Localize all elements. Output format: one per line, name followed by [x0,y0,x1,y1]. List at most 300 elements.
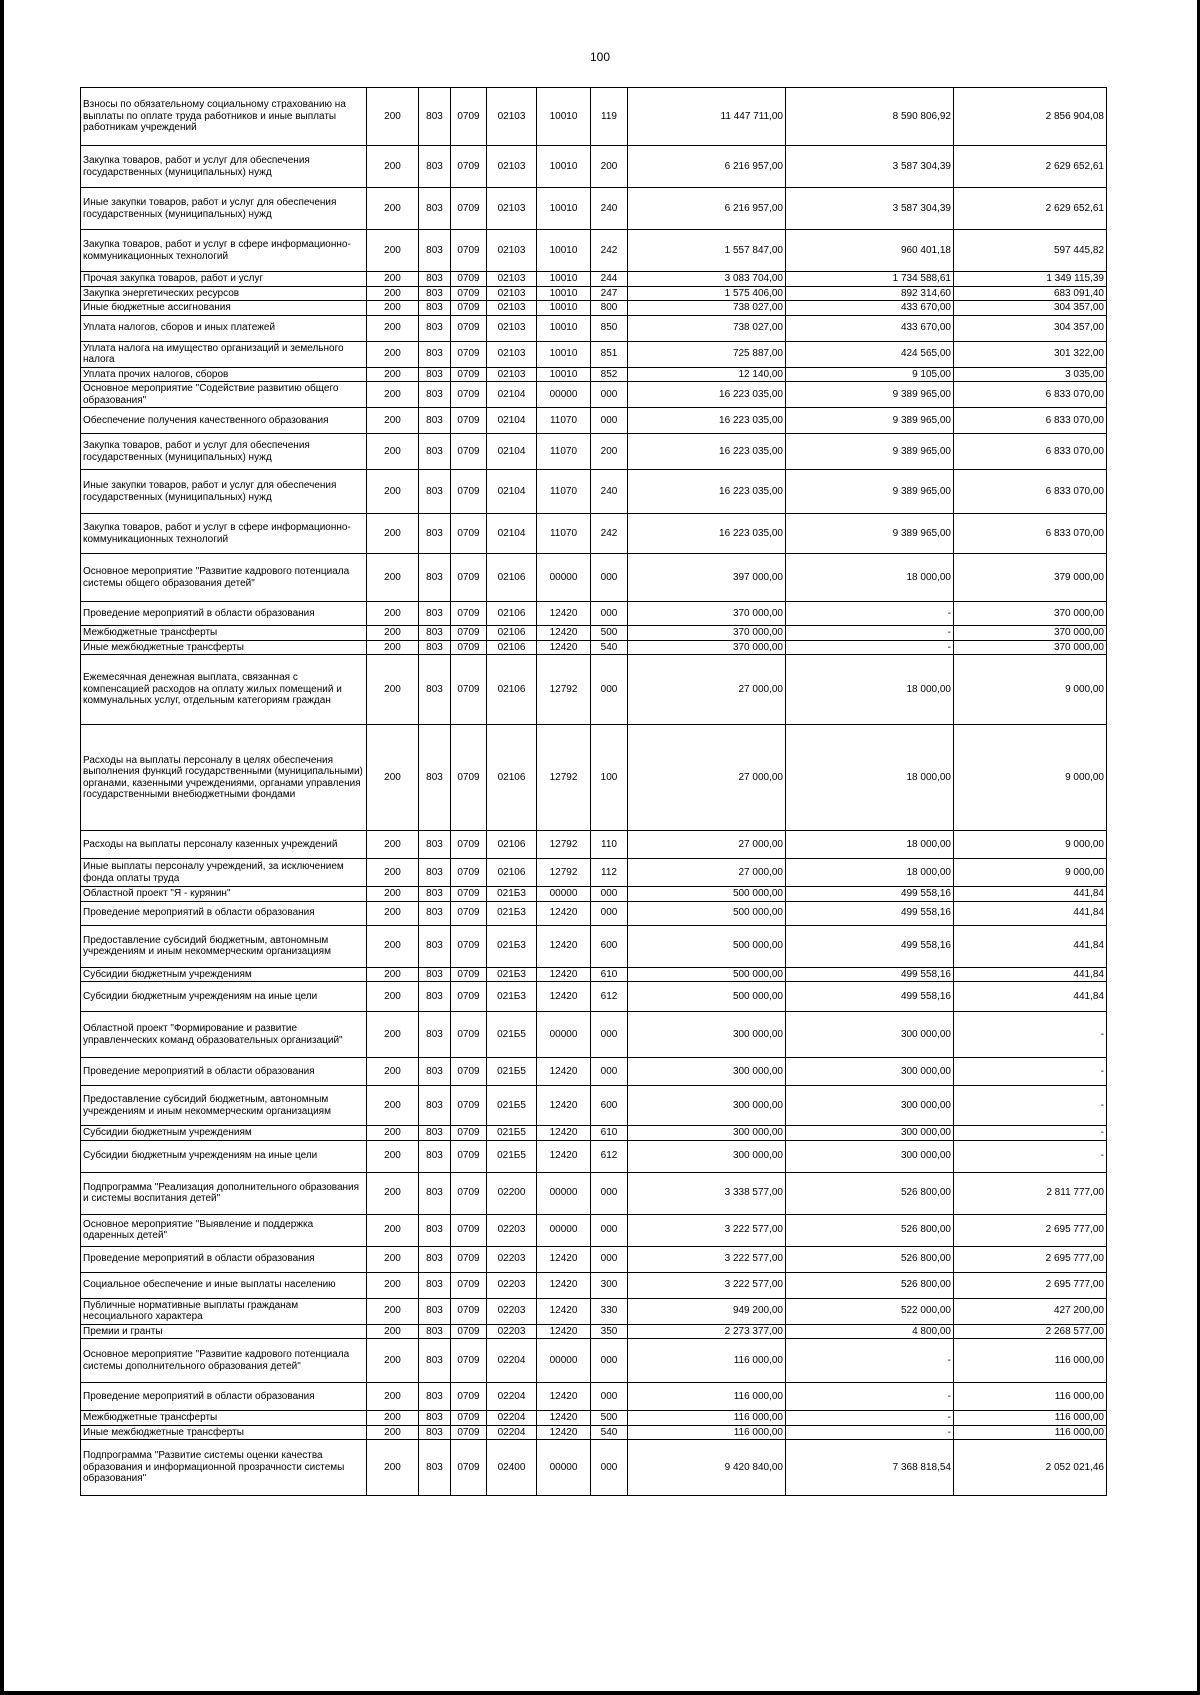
code-expense-type: 000 [591,1058,628,1086]
code-program: 021Б3 [487,925,537,967]
row-name: Уплата налогов, сборов и иных платежей [81,315,367,341]
code-direction: 12420 [537,1411,591,1426]
row-name: Проведение мероприятий в области образования [81,1246,367,1272]
code-ved: 803 [419,901,451,925]
code-ved: 803 [419,1339,451,1383]
row-name: Субсидии бюджетным учреждениям на иные цели [81,1140,367,1172]
code-expense-type: 242 [591,230,628,272]
code-program: 021Б3 [487,901,537,925]
amount-remaining: 6 833 070,00 [954,408,1107,434]
amount-remaining: 6 833 070,00 [954,434,1107,470]
code-expense-type: 600 [591,1086,628,1126]
code-direction: 12792 [537,859,591,887]
code-glava: 200 [367,1126,419,1141]
amount-planned: 16 223 035,00 [628,470,786,514]
amount-remaining: 2 811 777,00 [954,1172,1107,1214]
amount-remaining: 370 000,00 [954,602,1107,626]
code-section: 0709 [451,341,487,367]
amount-executed: 499 558,16 [786,901,954,925]
code-program: 021Б5 [487,1086,537,1126]
code-section: 0709 [451,382,487,408]
row-name: Областной проект "Формирование и развитие управленческих команд образовательных организаций" [81,1012,367,1058]
code-direction: 12420 [537,925,591,967]
table-row [81,655,1107,725]
table-row [81,982,1107,1012]
code-program: 02203 [487,1298,537,1324]
code-ved: 803 [419,88,451,146]
table-row [81,1140,1107,1172]
amount-executed: - [786,1425,954,1440]
code-section: 0709 [451,301,487,316]
code-direction: 12420 [537,602,591,626]
amount-remaining: 6 833 070,00 [954,514,1107,554]
amount-executed: 8 590 806,92 [786,88,954,146]
amount-remaining: - [954,1086,1107,1126]
amount-executed: 9 105,00 [786,367,954,382]
code-program: 02106 [487,725,537,831]
code-glava: 200 [367,725,419,831]
amount-remaining: - [954,1126,1107,1141]
code-expense-type: 000 [591,1214,628,1246]
amount-remaining: 427 200,00 [954,1298,1107,1324]
code-ved: 803 [419,859,451,887]
code-direction: 10010 [537,301,591,316]
code-ved: 803 [419,1140,451,1172]
amount-executed: 499 558,16 [786,887,954,902]
amount-planned: 370 000,00 [628,640,786,655]
code-program: 02106 [487,831,537,859]
amount-executed: 9 389 965,00 [786,408,954,434]
amount-planned: 370 000,00 [628,602,786,626]
amount-executed: 18 000,00 [786,831,954,859]
amount-executed: 18 000,00 [786,725,954,831]
row-name: Субсидии бюджетным учреждениям [81,967,367,982]
table-row [81,1126,1107,1141]
code-expense-type: 540 [591,640,628,655]
code-section: 0709 [451,1172,487,1214]
amount-planned: 397 000,00 [628,554,786,602]
code-expense-type: 000 [591,1246,628,1272]
table-row [81,626,1107,641]
table-row [81,1411,1107,1426]
code-section: 0709 [451,1086,487,1126]
amount-executed: 433 670,00 [786,315,954,341]
code-glava: 200 [367,1246,419,1272]
amount-planned: 11 447 711,00 [628,88,786,146]
code-direction: 00000 [537,887,591,902]
code-section: 0709 [451,1272,487,1298]
row-name: Уплата налога на имущество организаций и земельного налога [81,341,367,367]
row-name: Иные межбюджетные трансферты [81,1425,367,1440]
row-name: Проведение мероприятий в области образования [81,602,367,626]
code-direction: 12420 [537,626,591,641]
code-ved: 803 [419,1425,451,1440]
code-expense-type: 000 [591,1339,628,1383]
code-ved: 803 [419,1324,451,1339]
amount-planned: 3 222 577,00 [628,1214,786,1246]
code-ved: 803 [419,1012,451,1058]
code-ved: 803 [419,408,451,434]
row-name: Межбюджетные трансферты [81,626,367,641]
table-row [81,514,1107,554]
code-section: 0709 [451,626,487,641]
amount-planned: 16 223 035,00 [628,382,786,408]
code-glava: 200 [367,382,419,408]
code-ved: 803 [419,640,451,655]
code-direction: 11070 [537,470,591,514]
amount-planned: 500 000,00 [628,925,786,967]
code-glava: 200 [367,1012,419,1058]
code-expense-type: 800 [591,301,628,316]
table-row [81,1012,1107,1058]
row-name: Прочая закупка товаров, работ и услуг [81,272,367,287]
code-section: 0709 [451,88,487,146]
amount-planned: 16 223 035,00 [628,434,786,470]
code-direction: 00000 [537,1440,591,1496]
row-name: Закупка товаров, работ и услуг в сфере информационно-коммуникационных технологий [81,514,367,554]
amount-remaining: 6 833 070,00 [954,470,1107,514]
code-expense-type: 300 [591,1272,628,1298]
table-row [81,1214,1107,1246]
code-section: 0709 [451,286,487,301]
budget-table [80,87,1107,1496]
amount-executed: 522 000,00 [786,1298,954,1324]
code-glava: 200 [367,1086,419,1126]
code-direction: 12420 [537,1086,591,1126]
code-program: 02106 [487,859,537,887]
row-name: Основное мероприятие "Развитие кадрового потенциала системы дополнительного образования детей" [81,1339,367,1383]
code-expense-type: 242 [591,514,628,554]
amount-planned: 3 338 577,00 [628,1172,786,1214]
amount-remaining: 370 000,00 [954,626,1107,641]
code-section: 0709 [451,725,487,831]
table-row [81,272,1107,287]
table-row [81,1324,1107,1339]
code-expense-type: 850 [591,315,628,341]
code-expense-type: 000 [591,1440,628,1496]
code-expense-type: 851 [591,341,628,367]
amount-remaining: 9 000,00 [954,859,1107,887]
row-name: Уплата прочих налогов, сборов [81,367,367,382]
code-expense-type: 330 [591,1298,628,1324]
code-direction: 12792 [537,725,591,831]
amount-executed: 9 389 965,00 [786,434,954,470]
row-name: Областной проект "Я - курянин" [81,887,367,902]
amount-remaining: 441,84 [954,967,1107,982]
page-number: 100 [589,50,611,64]
code-section: 0709 [451,1383,487,1411]
row-name: Основное мероприятие "Развитие кадрового потенциала системы общего образования детей" [81,554,367,602]
code-ved: 803 [419,1214,451,1246]
amount-planned: 27 000,00 [628,831,786,859]
code-section: 0709 [451,967,487,982]
code-expense-type: 000 [591,1383,628,1411]
table-row [81,1425,1107,1440]
amount-executed: - [786,1339,954,1383]
code-direction: 12420 [537,982,591,1012]
code-program: 02103 [487,301,537,316]
amount-planned: 500 000,00 [628,982,786,1012]
amount-executed: 18 000,00 [786,859,954,887]
amount-remaining: 116 000,00 [954,1425,1107,1440]
code-glava: 200 [367,341,419,367]
code-ved: 803 [419,967,451,982]
code-glava: 200 [367,1058,419,1086]
table-row [81,286,1107,301]
code-glava: 200 [367,925,419,967]
amount-planned: 6 216 957,00 [628,146,786,188]
code-direction: 12420 [537,1272,591,1298]
amount-remaining: 379 000,00 [954,554,1107,602]
code-section: 0709 [451,272,487,287]
code-program: 02104 [487,470,537,514]
code-glava: 200 [367,146,419,188]
code-expense-type: 000 [591,655,628,725]
code-section: 0709 [451,434,487,470]
table-row [81,1383,1107,1411]
table-row [81,301,1107,316]
row-name: Подпрограмма "Развитие системы оценки качества образования и информационной прозрачности системы образования" [81,1440,367,1496]
code-expense-type: 000 [591,382,628,408]
scan-border-left [0,0,4,1695]
amount-executed: - [786,1411,954,1426]
code-program: 02200 [487,1172,537,1214]
code-glava: 200 [367,901,419,925]
amount-remaining: 116 000,00 [954,1383,1107,1411]
code-section: 0709 [451,514,487,554]
code-expense-type: 240 [591,188,628,230]
code-glava: 200 [367,626,419,641]
amount-executed: 433 670,00 [786,301,954,316]
code-direction: 10010 [537,88,591,146]
code-ved: 803 [419,341,451,367]
code-expense-type: 247 [591,286,628,301]
code-program: 02106 [487,554,537,602]
amount-planned: 27 000,00 [628,655,786,725]
code-ved: 803 [419,367,451,382]
code-program: 02104 [487,382,537,408]
amount-remaining: 9 000,00 [954,831,1107,859]
code-glava: 200 [367,640,419,655]
code-direction: 00000 [537,1339,591,1383]
amount-executed: 892 314,60 [786,286,954,301]
code-section: 0709 [451,146,487,188]
code-program: 021Б3 [487,967,537,982]
code-expense-type: 244 [591,272,628,287]
code-glava: 200 [367,286,419,301]
code-direction: 10010 [537,341,591,367]
code-ved: 803 [419,1172,451,1214]
code-glava: 200 [367,1440,419,1496]
row-name: Ежемесячная денежная выплата, связанная с компенсацией расходов на оплату жилых помещений и коммунальных услуг, отдельным категориям граждан [81,655,367,725]
amount-planned: 300 000,00 [628,1126,786,1141]
code-section: 0709 [451,901,487,925]
code-ved: 803 [419,301,451,316]
table-row [81,88,1107,146]
amount-executed: 300 000,00 [786,1126,954,1141]
amount-remaining: 370 000,00 [954,640,1107,655]
code-direction: 00000 [537,554,591,602]
amount-executed: 526 800,00 [786,1172,954,1214]
amount-remaining: 2 856 904,08 [954,88,1107,146]
row-name: Иные бюджетные ассигнования [81,301,367,316]
code-expense-type: 000 [591,602,628,626]
code-section: 0709 [451,1246,487,1272]
amount-planned: 6 216 957,00 [628,188,786,230]
table-row [81,146,1107,188]
row-name: Субсидии бюджетным учреждениям [81,1126,367,1141]
code-program: 02204 [487,1425,537,1440]
amount-remaining: 9 000,00 [954,725,1107,831]
code-program: 02106 [487,626,537,641]
code-program: 021Б5 [487,1058,537,1086]
code-expense-type: 000 [591,554,628,602]
amount-executed: 499 558,16 [786,967,954,982]
code-direction: 12420 [537,967,591,982]
code-ved: 803 [419,1411,451,1426]
code-direction: 10010 [537,146,591,188]
code-direction: 10010 [537,286,591,301]
code-expense-type: 240 [591,470,628,514]
code-section: 0709 [451,1298,487,1324]
row-name: Проведение мероприятий в области образования [81,901,367,925]
code-ved: 803 [419,188,451,230]
amount-planned: 300 000,00 [628,1058,786,1086]
code-ved: 803 [419,272,451,287]
code-glava: 200 [367,1172,419,1214]
code-section: 0709 [451,315,487,341]
code-direction: 12420 [537,1246,591,1272]
code-section: 0709 [451,859,487,887]
code-direction: 12420 [537,1383,591,1411]
amount-executed: 3 587 304,39 [786,146,954,188]
code-ved: 803 [419,286,451,301]
row-name: Премии и гранты [81,1324,367,1339]
code-section: 0709 [451,1126,487,1141]
code-expense-type: 200 [591,434,628,470]
code-glava: 200 [367,230,419,272]
amount-executed: 9 389 965,00 [786,382,954,408]
code-glava: 200 [367,859,419,887]
code-ved: 803 [419,725,451,831]
code-glava: 200 [367,1425,419,1440]
amount-planned: 3 083 704,00 [628,272,786,287]
code-direction: 12792 [537,655,591,725]
code-program: 02103 [487,367,537,382]
row-name: Иные выплаты персоналу учреждений, за исключением фонда оплаты труда [81,859,367,887]
table-row [81,382,1107,408]
amount-executed: 526 800,00 [786,1214,954,1246]
code-program: 021Б5 [487,1126,537,1141]
code-glava: 200 [367,1272,419,1298]
table-row [81,341,1107,367]
amount-executed: 424 565,00 [786,341,954,367]
code-glava: 200 [367,1214,419,1246]
code-ved: 803 [419,602,451,626]
amount-remaining: 2 695 777,00 [954,1246,1107,1272]
amount-executed: 300 000,00 [786,1086,954,1126]
code-expense-type: 119 [591,88,628,146]
code-program: 021Б3 [487,887,537,902]
amount-planned: 3 222 577,00 [628,1272,786,1298]
code-direction: 12420 [537,640,591,655]
table-row [81,434,1107,470]
amount-remaining: 2 052 021,46 [954,1440,1107,1496]
code-glava: 200 [367,434,419,470]
row-name: Иные межбюджетные трансферты [81,640,367,655]
table-row [81,188,1107,230]
code-direction: 11070 [537,434,591,470]
amount-executed: 18 000,00 [786,554,954,602]
code-section: 0709 [451,1140,487,1172]
code-program: 02203 [487,1214,537,1246]
code-program: 021Б5 [487,1012,537,1058]
code-glava: 200 [367,1140,419,1172]
code-direction: 00000 [537,382,591,408]
code-section: 0709 [451,1012,487,1058]
row-name: Проведение мероприятий в области образования [81,1058,367,1086]
code-glava: 200 [367,967,419,982]
code-direction: 00000 [537,1012,591,1058]
amount-planned: 9 420 840,00 [628,1440,786,1496]
code-program: 02103 [487,88,537,146]
amount-remaining: 597 445,82 [954,230,1107,272]
code-program: 02103 [487,286,537,301]
table-row [81,602,1107,626]
table-row [81,470,1107,514]
code-program: 02104 [487,514,537,554]
amount-planned: 116 000,00 [628,1411,786,1426]
code-ved: 803 [419,514,451,554]
amount-planned: 725 887,00 [628,341,786,367]
code-program: 02103 [487,188,537,230]
code-direction: 12420 [537,1126,591,1141]
code-ved: 803 [419,1058,451,1086]
code-direction: 10010 [537,272,591,287]
amount-remaining: 6 833 070,00 [954,382,1107,408]
amount-remaining: 9 000,00 [954,655,1107,725]
amount-planned: 370 000,00 [628,626,786,641]
code-expense-type: 200 [591,146,628,188]
code-expense-type: 100 [591,725,628,831]
code-direction: 12420 [537,1058,591,1086]
code-ved: 803 [419,470,451,514]
table-row [81,408,1107,434]
code-ved: 803 [419,1086,451,1126]
amount-executed: 1 734 588,61 [786,272,954,287]
table-row [81,887,1107,902]
code-glava: 200 [367,88,419,146]
row-name: Субсидии бюджетным учреждениям на иные цели [81,982,367,1012]
row-name: Закупка энергетических ресурсов [81,286,367,301]
code-ved: 803 [419,831,451,859]
amount-remaining: 1 349 115,39 [954,272,1107,287]
code-ved: 803 [419,230,451,272]
code-glava: 200 [367,554,419,602]
code-glava: 200 [367,514,419,554]
table-row [81,925,1107,967]
amount-planned: 300 000,00 [628,1140,786,1172]
code-program: 02103 [487,341,537,367]
amount-executed: 499 558,16 [786,925,954,967]
table-row [81,967,1107,982]
code-direction: 12420 [537,1140,591,1172]
code-section: 0709 [451,554,487,602]
amount-remaining: 2 629 652,61 [954,188,1107,230]
table-row [81,230,1107,272]
code-direction: 12420 [537,1324,591,1339]
table-row [81,1339,1107,1383]
